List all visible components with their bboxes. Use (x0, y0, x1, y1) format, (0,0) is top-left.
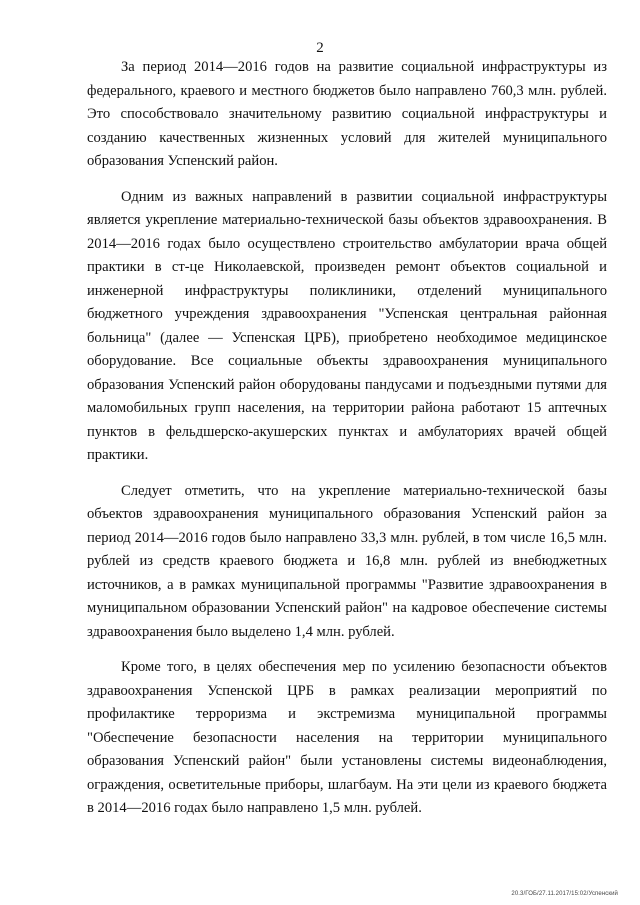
page-number: 2 (316, 40, 324, 56)
paragraph-healthcare-facilities: Одним из важных направлений в развитии социальной инфраструктуры является укрепление материально-технической базы объектов здравоохранения. В 2014—2016 годах было осуществлено строительство амбулатории врача общей практики в ст-це Николаевской, произведен ремонт объектов социальной и инженерной инфраструктуры поликлиники, отделений муниципального бюджетного учреждения здравоохранения "Успенская центральная районная больница" (далее — Успенская ЦРБ), приобретено необходимое медицинское оборудование. Все социальные объекты здравоохранения муниципального образования Успенский район оборудованы пандусами и подъездными путями для маломобильных групп населения, на территории района работают 15 аптечных пунктов в фельдшерско-акушерских пунктах и амбулаториях врачей общей практики. (87, 188, 607, 463)
paragraph-healthcare-funding: Следует отметить, что на укрепление материально-технической базы объектов здравоохранения муниципального образования Успенский район за период 2014—2016 годов было направлено 33,3 млн. рублей, в том числе 16,5 млн. рублей из средств краевого бюджета и 16,8 млн. рублей из внебюджетных источников, а в рамках муниципальной программы "Развитие здравоохранения в муниципальном образовании Успенский район" на кадровое обеспечение системы здравоохранения было выделено 1,4 млн. рублей. (87, 482, 607, 640)
footer-stamp: 20.3/ГОБ/27.11.2017/15:02/Успенский (511, 891, 618, 897)
document-body (87, 56, 607, 821)
paragraph-security-measures: Кроме того, в целях обеспечения мер по усилению безопасности объектов здравоохранения Успенской ЦРБ в рамках реализации мероприятий по профилактике терроризма и экстремизма муниципальной программы "Обеспечение безопасности населения на территории муниципального образования Успенский район" были установлены системы видеонаблюдения, ограждения, осветительные приборы, шлагбаум. На эти цели из краевого бюджета в 2014—2016 годах было направлено 1,5 млн. рублей. (87, 659, 607, 816)
paragraph-social-infrastructure-funding: За период 2014—2016 годов на развитие социальной инфраструктуры из федерального, краевого и местного бюджетов было направлено 760,3 млн. рублей. Это способствовало значительному развитию социальной инфраструктуры и созданию качественных жизненных условий для жителей муниципального образования Успенский район. (87, 59, 607, 169)
